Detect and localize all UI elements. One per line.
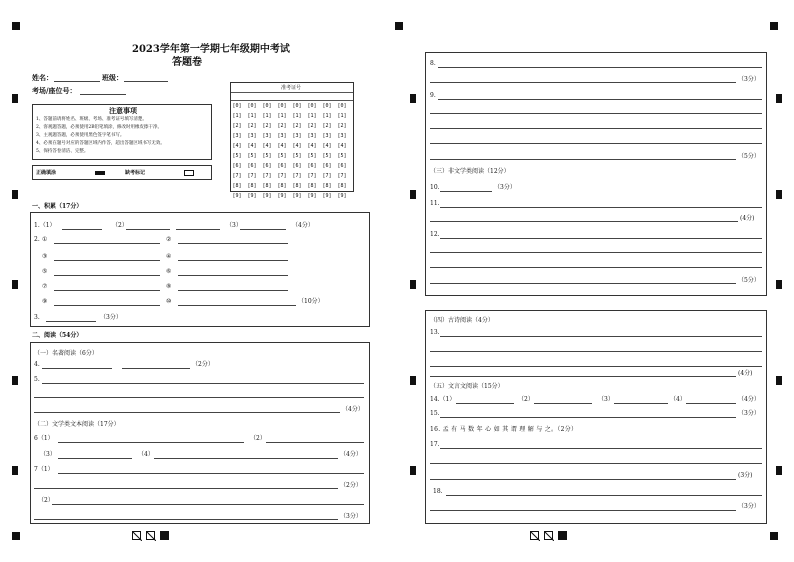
q9-line[interactable] — [438, 99, 762, 100]
admission-digit-bubble[interactable]: [8] — [247, 183, 257, 189]
admission-digit-bubble[interactable]: [6] — [277, 163, 287, 169]
q2-blank[interactable] — [54, 260, 160, 261]
admission-digit-column — [262, 101, 272, 201]
q9-line[interactable] — [430, 159, 736, 160]
q2-blank-number: ⑧ — [166, 283, 172, 290]
corner-mark-tm — [395, 22, 403, 30]
admission-digit-bubble[interactable]: [5] — [262, 153, 272, 159]
admission-digit-bubble[interactable]: [4] — [232, 143, 242, 149]
q2-blank[interactable] — [178, 290, 288, 291]
missing-mark-box[interactable] — [184, 170, 194, 176]
q5-label: 5. — [34, 376, 40, 383]
admission-digit-bubble[interactable]: [6] — [262, 163, 272, 169]
admission-digit-bubble[interactable]: [1] — [232, 113, 242, 119]
q17-score: (3分) — [738, 472, 753, 479]
admission-digit-bubble[interactable]: [2] — [307, 123, 317, 129]
timing-mark — [410, 466, 416, 475]
page-code-square — [544, 531, 553, 540]
q6-part-4: （4） — [138, 451, 154, 458]
q12-line[interactable] — [430, 267, 762, 268]
admission-digit-bubble[interactable]: [6] — [322, 163, 332, 169]
q12-line[interactable] — [430, 252, 762, 253]
admission-digit-bubble[interactable]: [4] — [262, 143, 272, 149]
q14-part-2: （2） — [518, 396, 534, 403]
admission-digit-column — [277, 101, 287, 201]
admission-digit-bubble[interactable]: [1] — [262, 113, 272, 119]
admission-digit-bubble[interactable]: [9] — [322, 193, 332, 199]
page-code-square — [132, 531, 141, 540]
notice-item: 4、必须在题号对应的答题区域内作答，超出答题区域书写无效。 — [36, 141, 165, 146]
admission-digit-bubble[interactable]: [8] — [292, 183, 302, 189]
admission-digit-bubble[interactable]: [5] — [307, 153, 317, 159]
q3-score: （3分） — [100, 314, 122, 321]
q13-line[interactable] — [430, 351, 762, 352]
q13-line[interactable] — [440, 336, 762, 337]
q10-score: （3分） — [494, 184, 516, 191]
q2-blank[interactable] — [54, 305, 160, 306]
admission-digit-bubble[interactable]: [2] — [322, 123, 332, 129]
admission-digit-bubble[interactable]: [7] — [247, 173, 257, 179]
q7-line[interactable] — [34, 519, 338, 520]
admission-digit-column — [292, 101, 302, 201]
q9-label: 9. — [430, 92, 436, 99]
q2-blank-number: ⑤ — [42, 268, 48, 275]
q6-label: 6（1） — [34, 435, 54, 442]
timing-mark — [776, 190, 782, 199]
page-code-square — [558, 531, 567, 540]
q5-line[interactable] — [34, 397, 364, 398]
corner-mark-tr — [770, 22, 778, 30]
admission-digit-bubble[interactable]: [3] — [262, 133, 272, 139]
q2-blank-number: ⑩ — [166, 298, 172, 305]
admission-digit-bubble[interactable]: [8] — [322, 183, 332, 189]
admission-digit-bubble[interactable]: [0] — [247, 103, 257, 109]
q7-label: 7（1） — [34, 466, 54, 473]
q14-label: 14.（1） — [430, 396, 456, 403]
timing-mark — [776, 280, 782, 289]
q8-label: 8. — [430, 60, 436, 67]
q1-label: 1.（1） — [34, 222, 56, 229]
admission-digit-bubble[interactable]: [7] — [322, 173, 332, 179]
admission-digit-bubble[interactable]: [8] — [232, 183, 242, 189]
admission-digit-bubble[interactable]: [2] — [292, 123, 302, 129]
admission-digit-bubble[interactable]: [5] — [232, 153, 242, 159]
q5-line[interactable] — [42, 383, 364, 384]
q14-answer-4[interactable] — [686, 403, 736, 404]
q14-answer-3[interactable] — [614, 403, 668, 404]
admission-digit-bubble[interactable]: [5] — [322, 153, 332, 159]
admission-digit-bubble[interactable]: [9] — [262, 193, 272, 199]
q9-line[interactable] — [430, 128, 762, 129]
q6-part-2: （2） — [250, 435, 266, 442]
admission-digit-bubble[interactable]: [4] — [247, 143, 257, 149]
q4-score: （2分） — [192, 361, 214, 368]
q6-answer-4[interactable] — [154, 458, 338, 459]
q14-answer-1[interactable] — [456, 403, 514, 404]
corner-mark-tl — [12, 22, 20, 30]
q2-blank[interactable] — [178, 243, 288, 244]
notice-item: 1、答题前请将姓名、班级、考场、准考证号填写清楚。 — [36, 117, 147, 122]
q4-label: 4. — [34, 361, 40, 368]
page-title: 2023学年第一学期七年级期中考试 — [132, 44, 290, 55]
room-label: 考场/座位号： — [32, 86, 77, 95]
notice-item: 5、保持答卷清洁、完整。 — [36, 149, 89, 154]
q12-line[interactable] — [440, 238, 762, 239]
q6-answer-1[interactable] — [58, 442, 244, 443]
name-label: 姓名： — [32, 73, 53, 82]
admission-digit-column — [307, 101, 317, 201]
admission-digit-bubble[interactable]: [7] — [232, 173, 242, 179]
q18-label: 18. — [433, 488, 443, 495]
timing-mark — [776, 466, 782, 475]
section-2-box — [30, 342, 370, 524]
admission-digit-bubble[interactable]: [2] — [277, 123, 287, 129]
q10-label: 10. — [430, 184, 440, 191]
class-label: 班级： — [102, 73, 123, 82]
admission-digit-bubble[interactable]: [8] — [277, 183, 287, 189]
admission-digit-bubble[interactable]: [2] — [247, 123, 257, 129]
q16-prompt: 16. 孟 有 马 数 年 心 如 其 谓 理 解 与 之。（2分） — [430, 426, 578, 433]
admission-digit-column — [337, 101, 347, 201]
q11-score: (4分) — [740, 215, 755, 222]
notice-heading: 注意事项 — [109, 106, 137, 115]
name-field[interactable] — [54, 81, 100, 82]
q18-line[interactable] — [446, 495, 762, 496]
q14-answer-2[interactable] — [534, 403, 592, 404]
q2-blank-number: ① — [42, 236, 48, 243]
admission-digit-bubble[interactable]: [6] — [292, 163, 302, 169]
admission-digit-bubble[interactable]: [6] — [247, 163, 257, 169]
admission-digit-bubble[interactable]: [7] — [337, 173, 347, 179]
admission-digit-bubble[interactable]: [1] — [247, 113, 257, 119]
q1-answer-2[interactable] — [126, 229, 170, 230]
missing-mark-label: 缺考标记 — [125, 170, 146, 176]
admission-digit-bubble[interactable]: [3] — [232, 133, 242, 139]
q1-part-3: （3） — [226, 222, 242, 229]
admission-digit-bubble[interactable]: [9] — [247, 193, 257, 199]
room-field[interactable] — [80, 94, 126, 95]
q6-part-3: （3） — [40, 451, 56, 458]
q17-line[interactable] — [430, 463, 762, 464]
corner-mark-br — [770, 532, 778, 540]
fill-example-box — [32, 165, 212, 180]
timing-mark — [410, 376, 416, 385]
admission-digit-column — [232, 101, 242, 201]
q15-line[interactable] — [440, 417, 736, 418]
admission-digit-bubble[interactable]: [9] — [232, 193, 242, 199]
admission-digit-bubble[interactable]: [1] — [322, 113, 332, 119]
q14-part-3: （3） — [598, 396, 614, 403]
page-code-square — [530, 531, 539, 540]
q14-part-4: （4） — [670, 396, 686, 403]
section-2-heading: 二、阅读（54分） — [32, 332, 83, 339]
timing-mark — [12, 466, 18, 475]
q9-score: （5分） — [738, 153, 760, 160]
admission-digit-bubble[interactable]: [1] — [307, 113, 317, 119]
admission-digit-bubble[interactable]: [7] — [277, 173, 287, 179]
q13-label: 13. — [430, 329, 440, 336]
admission-digit-bubble[interactable]: [2] — [262, 123, 272, 129]
q7-score-2: （3分） — [340, 513, 362, 520]
q7-part-2: （2） — [38, 497, 54, 504]
timing-mark — [776, 376, 782, 385]
q2-blank[interactable] — [54, 243, 160, 244]
q5-line[interactable] — [34, 412, 340, 413]
admission-digit-bubble[interactable]: [9] — [277, 193, 287, 199]
q11-line[interactable] — [430, 221, 738, 222]
q2-score: （10分） — [298, 298, 324, 305]
subsection-b: （二）文学类文本阅读（17分） — [34, 421, 120, 428]
admission-digit-bubble[interactable]: [3] — [247, 133, 257, 139]
admission-digit-bubble[interactable]: [4] — [322, 143, 332, 149]
q2-blank-number: ⑨ — [42, 298, 48, 305]
admission-digit-bubble[interactable]: [0] — [292, 103, 302, 109]
q2-blank-number: ④ — [166, 253, 172, 260]
admission-digit-bubble[interactable]: [2] — [232, 123, 242, 129]
admission-digit-bubble[interactable]: [9] — [337, 193, 347, 199]
section-1-heading: 一、积累（17分） — [32, 203, 83, 210]
q4-answer-2[interactable] — [122, 368, 190, 369]
admission-digit-column — [247, 101, 257, 201]
subsection-d: （四）古诗阅读（4分） — [430, 317, 494, 324]
admission-digit-column — [322, 101, 332, 201]
admission-digit-bubble[interactable]: [0] — [307, 103, 317, 109]
admission-digit-bubble[interactable]: [3] — [337, 133, 347, 139]
q13-line[interactable] — [430, 376, 736, 377]
admission-digit-bubble[interactable]: [5] — [292, 153, 302, 159]
admission-digit-bubble[interactable]: [8] — [337, 183, 347, 189]
admission-digit-bubble[interactable]: [0] — [277, 103, 287, 109]
q6-score: （4分） — [340, 451, 362, 458]
q15-label: 15. — [430, 410, 440, 417]
q11-label: 11. — [430, 200, 440, 207]
admission-label: 准考证号 — [281, 85, 302, 91]
q1-part-2: （2） — [112, 222, 128, 229]
q17-line[interactable] — [440, 448, 762, 449]
admission-digit-bubble[interactable]: [1] — [292, 113, 302, 119]
timing-mark — [12, 94, 18, 103]
q8-line[interactable] — [430, 82, 736, 83]
q3-answer[interactable] — [46, 321, 96, 322]
admission-digit-bubble[interactable]: [5] — [247, 153, 257, 159]
q2-blank-number: ② — [166, 236, 172, 243]
admission-digit-bubble[interactable]: [6] — [307, 163, 317, 169]
admission-digit-bubble[interactable]: [1] — [337, 113, 347, 119]
q17-line[interactable] — [430, 479, 736, 480]
q14-score: （4分） — [738, 396, 760, 403]
q8-line[interactable] — [438, 67, 762, 68]
q17-label: 17. — [430, 441, 440, 448]
timing-mark — [12, 190, 18, 199]
timing-mark — [410, 280, 416, 289]
q2-blank-number: ③ — [42, 253, 48, 260]
notice-item: 2、客观题答题，必须使用2B铅笔填涂，修改时用橡皮擦干净。 — [36, 125, 163, 130]
q2-blank[interactable] — [54, 290, 160, 291]
q1-answer-1[interactable] — [62, 229, 102, 230]
admission-digit-bubble[interactable]: [3] — [322, 133, 332, 139]
q8-score: （3分） — [738, 76, 760, 83]
admission-digit-bubble[interactable]: [8] — [262, 183, 272, 189]
q7-line[interactable] — [34, 488, 338, 489]
q5-score: （4分） — [342, 406, 364, 413]
q13-line[interactable] — [430, 366, 762, 367]
timing-mark — [776, 94, 782, 103]
admission-digit-bubble[interactable]: [6] — [337, 163, 347, 169]
admission-digit-bubble[interactable]: [1] — [277, 113, 287, 119]
admission-digit-bubble[interactable]: [5] — [337, 153, 347, 159]
admission-digit-bubble[interactable]: [0] — [232, 103, 242, 109]
q4-answer-1[interactable] — [42, 368, 112, 369]
q7-line[interactable] — [58, 473, 364, 474]
admission-digit-bubble[interactable]: [4] — [277, 143, 287, 149]
corner-mark-bl — [12, 532, 20, 540]
q1-answer-2b[interactable] — [176, 229, 220, 230]
admission-digit-bubble[interactable]: [7] — [307, 173, 317, 179]
admission-digit-bubble[interactable]: [0] — [337, 103, 347, 109]
timing-mark — [410, 94, 416, 103]
q18-score: （3分） — [738, 503, 760, 510]
q12-label: 12. — [430, 231, 440, 238]
q2-blank[interactable] — [178, 260, 288, 261]
q9-line[interactable] — [430, 143, 762, 144]
page-code-square — [160, 531, 169, 540]
admission-digit-bubble[interactable]: [7] — [292, 173, 302, 179]
admission-digit-bubble[interactable]: [6] — [232, 163, 242, 169]
q1-score: （4分） — [292, 222, 314, 229]
q2-label: 2. — [34, 236, 40, 243]
timing-mark — [12, 280, 18, 289]
q2-blank-number: ⑦ — [42, 283, 48, 290]
admission-digit-bubble[interactable]: [4] — [292, 143, 302, 149]
q1-answer-3[interactable] — [240, 229, 286, 230]
admission-digit-bubble[interactable]: [3] — [277, 133, 287, 139]
timing-mark — [410, 190, 416, 199]
admission-digit-bubble[interactable]: [3] — [307, 133, 317, 139]
admission-digit-bubble[interactable]: [2] — [337, 123, 347, 129]
admission-digit-bubble[interactable]: [7] — [262, 173, 272, 179]
q9-line[interactable] — [430, 113, 762, 114]
q13-score: (4分) — [738, 370, 753, 377]
subsection-c: （三）非文学类阅读（12分） — [430, 168, 510, 175]
q18-line[interactable] — [430, 510, 736, 511]
class-field[interactable] — [124, 81, 168, 82]
admission-digit-bubble[interactable]: [8] — [307, 183, 317, 189]
q15-score: （3分） — [738, 410, 760, 417]
admission-digit-bubble[interactable]: [0] — [262, 103, 272, 109]
correct-fill-label: 正确填涂 — [36, 170, 57, 176]
notice-item: 3、主观题答题，必须使用黑色签字笔书写。 — [36, 133, 125, 138]
admission-digit-bubble[interactable]: [3] — [292, 133, 302, 139]
q7-line[interactable] — [52, 504, 364, 505]
q6-answer-2[interactable] — [266, 442, 364, 443]
q2-blank-number: ⑥ — [166, 268, 172, 275]
filled-example-mark — [95, 171, 105, 175]
q12-line[interactable] — [430, 283, 736, 284]
admission-digit-bubble[interactable]: [4] — [307, 143, 317, 149]
q2-blank[interactable] — [54, 275, 160, 276]
admission-digit-bubble[interactable]: [9] — [307, 193, 317, 199]
q11-line[interactable] — [440, 207, 762, 208]
subsection-a: （一）名著阅读（6分） — [34, 350, 98, 357]
notice-box — [32, 104, 212, 160]
q6-answer-3[interactable] — [58, 458, 132, 459]
q12-score: （5分） — [738, 277, 760, 284]
admission-digit-bubble[interactable]: [0] — [322, 103, 332, 109]
admission-digit-bubble[interactable]: [9] — [292, 193, 302, 199]
subsection-e: （五）文言文阅读（15分） — [430, 383, 504, 390]
q2-blank[interactable] — [178, 275, 288, 276]
q7-score-1: （2分） — [340, 482, 362, 489]
page-code-square — [146, 531, 155, 540]
admission-digit-bubble[interactable]: [4] — [337, 143, 347, 149]
timing-mark — [12, 376, 18, 385]
page-subtitle: 答题卷 — [172, 57, 202, 68]
q10-answer[interactable] — [440, 191, 492, 192]
q2-blank[interactable] — [178, 305, 296, 306]
q3-label: 3. — [34, 314, 40, 321]
admission-digit-bubble[interactable]: [5] — [277, 153, 287, 159]
